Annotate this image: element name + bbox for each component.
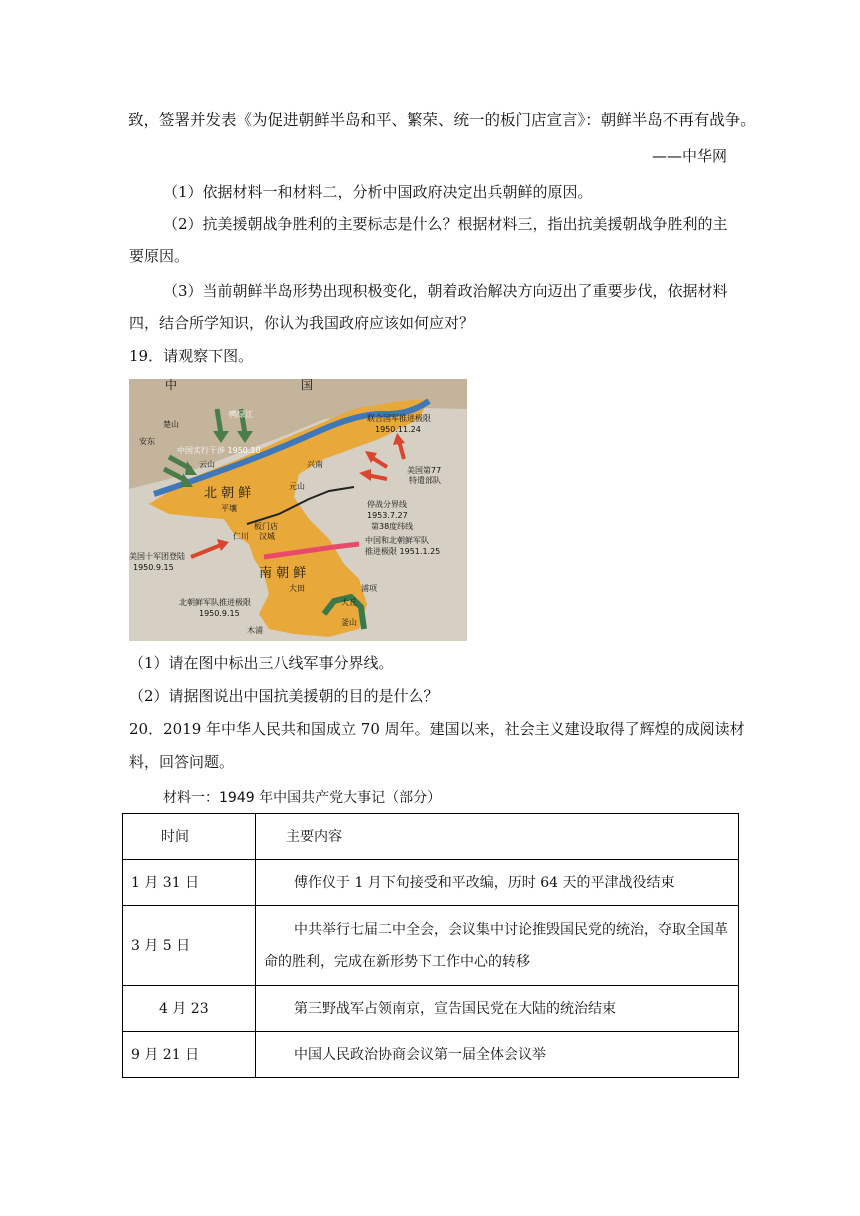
q19-stem: 19．请观察下图。 xyxy=(129,347,254,365)
q18-sub2-line1: （2）抗美援朝战争胜利的主要标志是什么？根据材料三，指出抗美援朝战争胜利的主 xyxy=(163,215,728,233)
map-label-andong: 安东 xyxy=(139,437,155,446)
q19-sub1: （1）请在图中标出三八线军事分界线。 xyxy=(129,654,394,672)
map-label-xingnan: 兴南 xyxy=(307,460,323,469)
table-cell-content: 中国人民政治协商会议第一届全体会议举 xyxy=(256,1032,739,1078)
q18-sub1: （1）依据材料一和材料二，分析中国政府决定出兵朝鲜的原因。 xyxy=(163,183,593,201)
map-label-yunshan: 云山 xyxy=(199,460,215,469)
table-row xyxy=(123,986,739,1032)
table-row xyxy=(123,906,739,986)
map-label-cn-nk-limit2: 推进极限 1951.1.25 xyxy=(365,547,441,556)
map-label-armistice: 停战分界线 xyxy=(367,500,407,509)
map-label-daejeon: 大田 xyxy=(289,584,305,593)
table-cell-content xyxy=(256,906,739,986)
map-label-yuanshan: 元山 xyxy=(289,482,305,491)
q19-sub2: （2）请据图说出中国抗美援朝的目的是什么？ xyxy=(129,687,439,705)
map-label-armistice-date: 1953.7.27 xyxy=(367,511,408,520)
korean-war-map xyxy=(129,379,467,641)
map-label-chushan: 楚山 xyxy=(163,420,179,429)
map-label-us10-date: 1950.9.15 xyxy=(133,563,174,572)
map-label-nk-limit: 北朝鲜军队推进极限 xyxy=(179,598,251,607)
events-table xyxy=(122,813,739,1078)
source-citation: ——中华网 xyxy=(652,147,728,165)
material-four-end: 致，签署并发表《为促进朝鲜半岛和平、繁荣、统一的板门店宣言》：朝鲜半岛不再有战争。 xyxy=(128,111,756,129)
table-row xyxy=(123,860,739,906)
table-header-time: 时间 xyxy=(123,814,256,860)
map-label-panmunjom: 板门店 xyxy=(254,522,278,531)
table-cell-date: 1 月 31 日 xyxy=(123,860,256,906)
map-label-china-2: 国 xyxy=(301,379,314,392)
map-label-un-limit: 联合国军推进极限 xyxy=(367,414,431,423)
table-cell-date: 9 月 21 日 xyxy=(123,1032,256,1078)
map-label-pohang: 浦项 xyxy=(361,584,377,593)
map-label-pyongyang: 平壤 xyxy=(221,504,237,513)
map-label-mokpo: 木浦 xyxy=(247,626,263,635)
q20-stem-line1: 20．2019 年中华人民共和国成立 70 周年。建国以来，社会主义建设取得了辉煌的成阅读材 xyxy=(129,720,745,738)
map-label-busan: 釜山 xyxy=(341,618,357,627)
map-label-cn-nk-limit: 中国和北朝鲜军队 xyxy=(365,536,429,545)
map-label-daegu: 大丘 xyxy=(341,598,357,607)
map-label-us77b: 特遣部队 xyxy=(409,476,441,485)
map-label-china: 中 xyxy=(165,379,178,392)
q20-stem-line2: 料，回答问题。 xyxy=(129,753,235,771)
q18-sub2-line2: 要原因。 xyxy=(129,247,190,265)
table-cell-content: 第三野战军占领南京，宣告国民党在大陆的统治结束 xyxy=(256,986,739,1032)
table-header-row xyxy=(123,814,739,860)
table-cell-content-line1: 中共举行七届二中全会，会议集中讨论推毁国民党的统治，夺取全国革 xyxy=(294,921,728,938)
table-cell-content-line2: 命的胜利，完成在新形势下工作中心的转移 xyxy=(264,953,530,970)
map-label-seoul: 汉城 xyxy=(259,532,275,541)
map-label-nk-limit-date: 1950.9.15 xyxy=(199,609,240,618)
q18-sub3-line1: （3）当前朝鲜半岛形势出现积极变化，朝着政治解决方向迈出了重要步伐，依据材料 xyxy=(163,282,728,300)
map-label-intervene: 中国实行干涉 1950.10 xyxy=(177,446,261,455)
map-label-north: 北 朝 鲜 xyxy=(204,486,252,501)
map-label-us10: 美国十军团登陆 xyxy=(129,552,185,561)
table-cell-date: 4 月 23 xyxy=(123,986,256,1032)
map-label-incheon: 仁川 xyxy=(233,532,249,541)
table-cell-date: 3 月 5 日 xyxy=(123,906,256,986)
material-one-title: 材料一：1949 年中国共产党大事记（部分） xyxy=(163,790,442,806)
map-label-un-limit-date: 1950.11.24 xyxy=(375,425,421,434)
table-row xyxy=(123,1032,739,1078)
map-label-south: 南 朝 鲜 xyxy=(259,566,307,581)
map-label-river: 鸭绿江 xyxy=(229,410,253,419)
map-label-us77: 美国第77 xyxy=(407,466,442,475)
map-label-38th: 第38度纬线 xyxy=(371,522,414,531)
q18-sub3-line2: 四，结合所学知识，你认为我国政府应该如何应对？ xyxy=(129,314,475,332)
table-header-content: 主要内容 xyxy=(256,814,739,860)
table-cell-content: 傅作仪于 1 月下旬接受和平改编，历时 64 天的平津战役结束 xyxy=(256,860,739,906)
